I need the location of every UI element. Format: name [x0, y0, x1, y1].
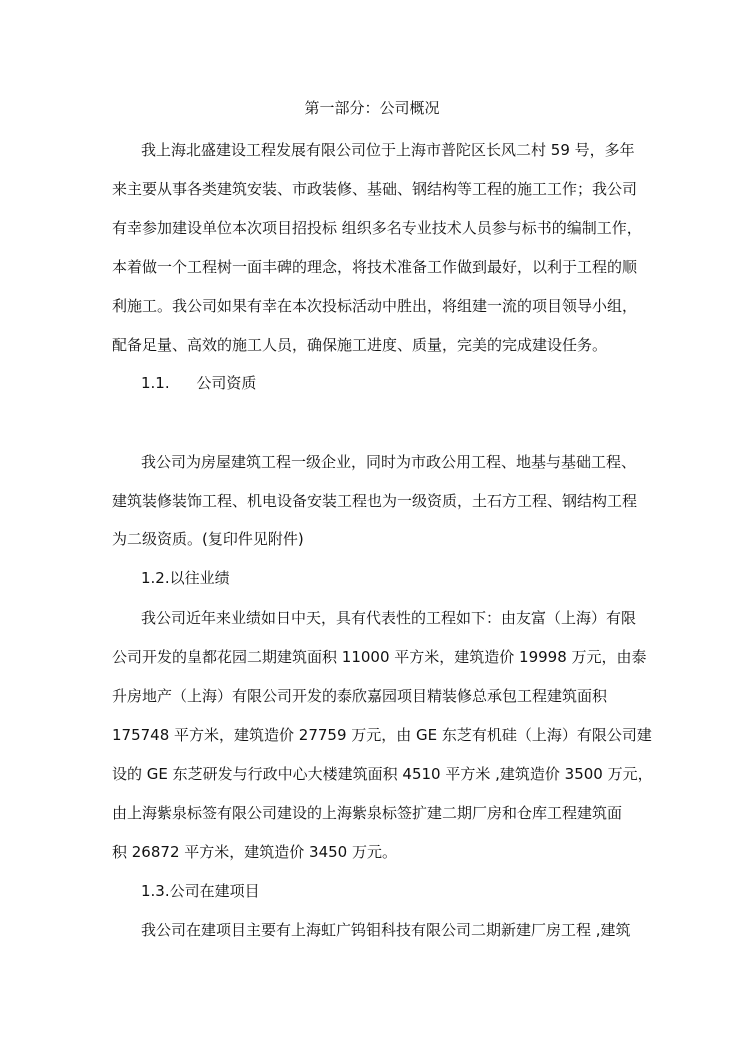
text-line: 我上海北盛建设工程发展有限公司位于上海市普陀区长风二村 59 号，多年 — [141, 141, 635, 159]
text-line: 本着做一个工程树一面丰碑的理念，将技术准备工作做到最好，以利于工程的顺 — [112, 258, 638, 276]
text-line: 公司开发的皇都花园二期建筑面积 11000 平方米，建筑造价 19998 万元，由泰 — [112, 648, 647, 666]
text-line: 175748 平方米，建筑造价 27759 万元，由 GE 东芝有机硅（上海）有限公司建 — [112, 726, 652, 744]
section-heading-1-3: 1.3.公司在建项目 — [141, 882, 260, 900]
section-heading-1-2: 1.2.以往业绩 — [141, 569, 230, 587]
text-line: 设的 GE 东芝研发与行政中心大楼建筑面积 4510 平方米 ,建筑造价 3500 万元， — [112, 765, 653, 783]
text-line: 我公司在建项目主要有上海虹广钨钼科技有限公司二期新建厂房工程 ,建筑 — [141, 921, 631, 939]
text-line: 升房地产（上海）有限公司开发的泰欣嘉园项目精装修总承包工程建筑面积 — [112, 687, 608, 705]
text-line: 由上海紫泉标签有限公司建设的上海紫泉标签扩建二期厂房和仓库工程建筑面 — [112, 804, 623, 822]
text-line: 有幸参加建设单位本次项目招投标 组织多名专业技术人员参与标书的编制工作， — [112, 219, 642, 237]
text-line: 来主要从事各类建筑安装、市政装修、基础、钢结构等工程的施工工作；我公司 — [112, 180, 638, 198]
page-title: 第一部分：公司概况 — [304, 99, 440, 117]
section-heading-1-1 — [141, 373, 256, 393]
text-line: 积 26872 平方米，建筑造价 3450 万元。 — [112, 843, 397, 861]
section-title: 公司资质 — [196, 374, 257, 392]
text-line: 配备足量、高效的施工人员，确保施工进度、质量，完美的完成建设任务。 — [112, 336, 608, 354]
text-line: 我公司为房屋建筑工程一级企业，同时为市政公用工程、地基与基础工程、 — [141, 453, 637, 471]
section-number: 1.1. — [141, 374, 170, 392]
text-line: 为二级资质。(复印件见附件) — [112, 530, 304, 548]
text-line: 建筑装修装饰工程、机电设备安装工程也为一级资质，土石方工程、钢结构工程 — [112, 492, 638, 510]
text-line: 利施工。我公司如果有幸在本次投标活动中胜出，将组建一流的项目领导小组， — [112, 297, 638, 315]
text-line: 我公司近年来业绩如日中天，具有代表性的工程如下：由友富（上海）有限 — [141, 609, 637, 627]
